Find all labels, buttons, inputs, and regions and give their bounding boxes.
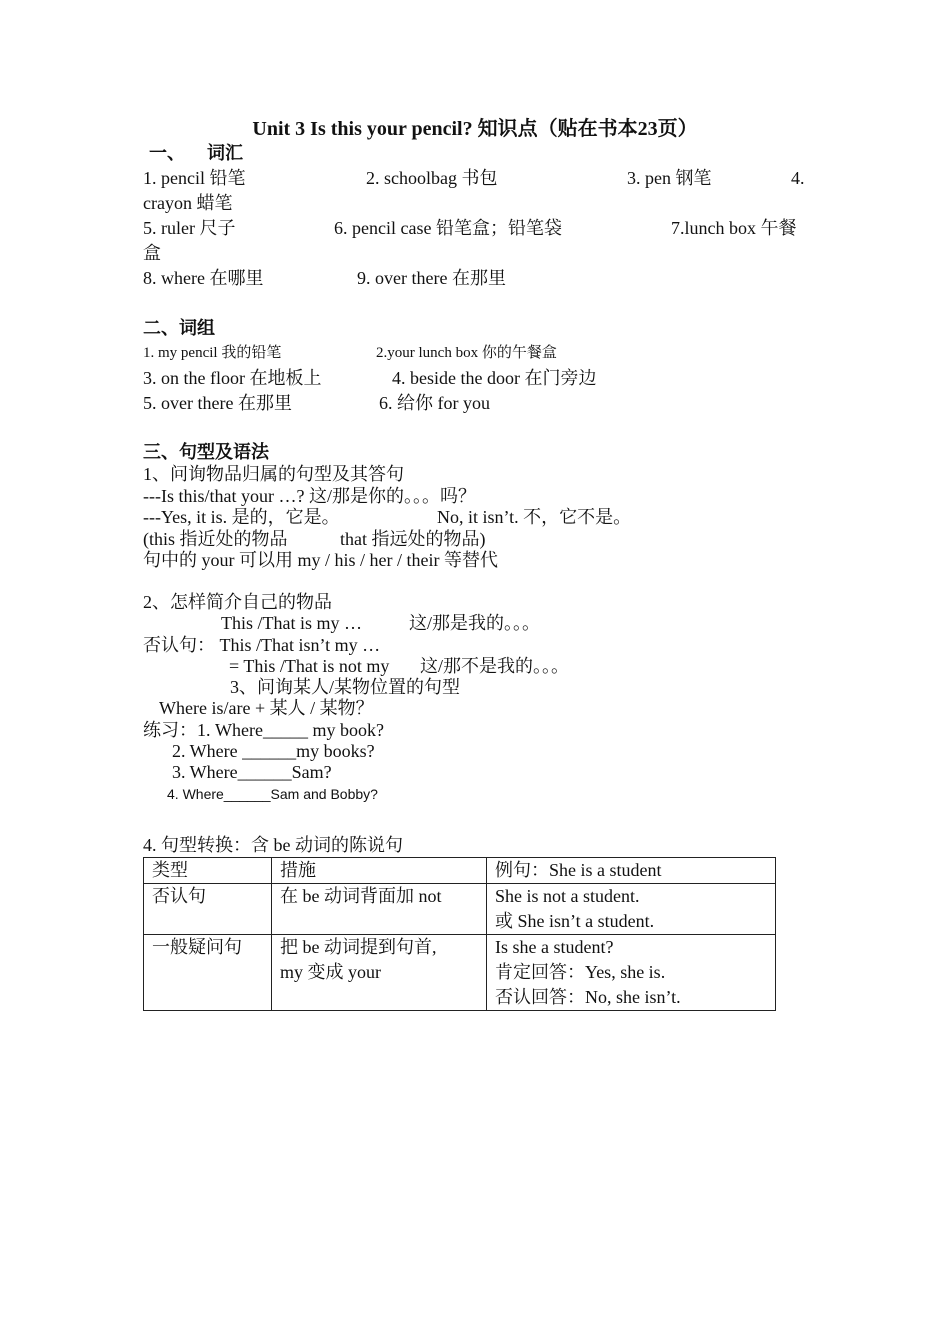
vocab-heading: 词汇	[207, 143, 243, 163]
example-header: 例句：She is a student	[487, 858, 776, 884]
this-note: (this 指近处的物品	[143, 529, 288, 549]
phrase-item: 5. over there 在那里	[143, 393, 292, 413]
type-cell: 一般疑问句	[144, 935, 272, 1011]
negative-sentence-full: = This /That is not my	[229, 656, 390, 676]
example-cell: Is she a student? 肯定回答：Yes, she is. 否认回答：No, she isn’t.	[487, 935, 776, 1011]
type-cell: 否认句	[144, 884, 272, 935]
phrase-item: 1. my pencil 我的铅笔	[143, 345, 282, 361]
section-2-title: 2、怎样简介自己的物品	[143, 592, 332, 612]
page-title: Unit 3 Is this your pencil? 知识点（贴在书本23页）	[252, 118, 698, 140]
table-row	[144, 935, 776, 1011]
pronoun-note: 句中的 your 可以用 my / his / her / their 等替代	[143, 550, 498, 570]
phrase-item: 2.your lunch box 你的午餐盒	[376, 345, 557, 361]
section-1-title: 1、问询物品归属的句型及其答句	[143, 464, 404, 484]
phrase-item: 4. beside the door 在门旁边	[392, 368, 597, 388]
positive-sentence-cn: 这/那是我的。。。	[409, 613, 541, 633]
location-pattern: Where is/are + 某人 / 某物？	[159, 698, 374, 718]
type-header: 类型	[144, 858, 272, 884]
vocab-item: 5. ruler 尺子	[143, 218, 236, 238]
vocab-item: crayon 蜡笔	[143, 193, 233, 213]
phrase-item: 3. on the floor 在地板上	[143, 368, 322, 388]
ownership-question: ---Is this/that your …? 这/那是你的。。。吗？	[143, 486, 476, 506]
vocab-item: 2. schoolbag 书包	[366, 168, 498, 188]
section-3-title: 3、问询某人/某物位置的句型	[230, 677, 460, 697]
example-cell: She is not a student. 或 She isn’t a student.	[487, 884, 776, 935]
vocab-item: 1. pencil 铅笔	[143, 168, 246, 188]
phrase-item: 6. 给你 for you	[379, 393, 490, 413]
conversion-table	[143, 857, 776, 1011]
conversion-title: 4. 句型转换：含 be 动词的陈说句	[143, 835, 403, 855]
grammar-heading: 三、句型及语法	[143, 442, 269, 462]
vocab-item: 7.lunch box 午餐	[671, 218, 797, 238]
practice-item: 练习：1. Where_____ my book?	[143, 720, 384, 740]
positive-sentence: This /That is my …	[221, 613, 362, 633]
practice-item: 2. Where ______my books?	[172, 741, 375, 761]
negative-sentence: 否认句： This /That isn’t my …	[143, 635, 381, 655]
vocab-item: 6. pencil case 铅笔盒；铅笔袋	[334, 218, 562, 238]
table-row	[144, 884, 776, 935]
vocab-item: 8. where 在哪里	[143, 268, 264, 288]
vocab-item: 3. pen 钢笔	[627, 168, 712, 188]
practice-item: 3. Where______Sam?	[172, 762, 332, 782]
vocab-item: 9. over there 在那里	[357, 268, 506, 288]
vocab-heading-number: 一、	[149, 143, 185, 163]
method-cell: 在 be 动词背面加 not	[272, 884, 487, 935]
negative-sentence-cn: 这/那不是我的。。。	[420, 656, 570, 676]
vocab-item: 盒	[143, 243, 161, 263]
phrases-heading: 二、词组	[143, 318, 215, 338]
ownership-yes-answer: ---Yes, it is. 是的，它是。	[143, 507, 340, 527]
practice-item: 4. Where______Sam and Bobby?	[167, 786, 378, 802]
vocab-item: 4.	[791, 168, 805, 188]
table-row	[144, 858, 776, 884]
that-note: that 指远处的物品)	[340, 529, 486, 549]
ownership-no-answer: No, it isn’t. 不，它不是。	[437, 507, 632, 527]
method-header: 措施	[272, 858, 487, 884]
method-cell: 把 be 动词提到句首, my 变成 your	[272, 935, 487, 1011]
